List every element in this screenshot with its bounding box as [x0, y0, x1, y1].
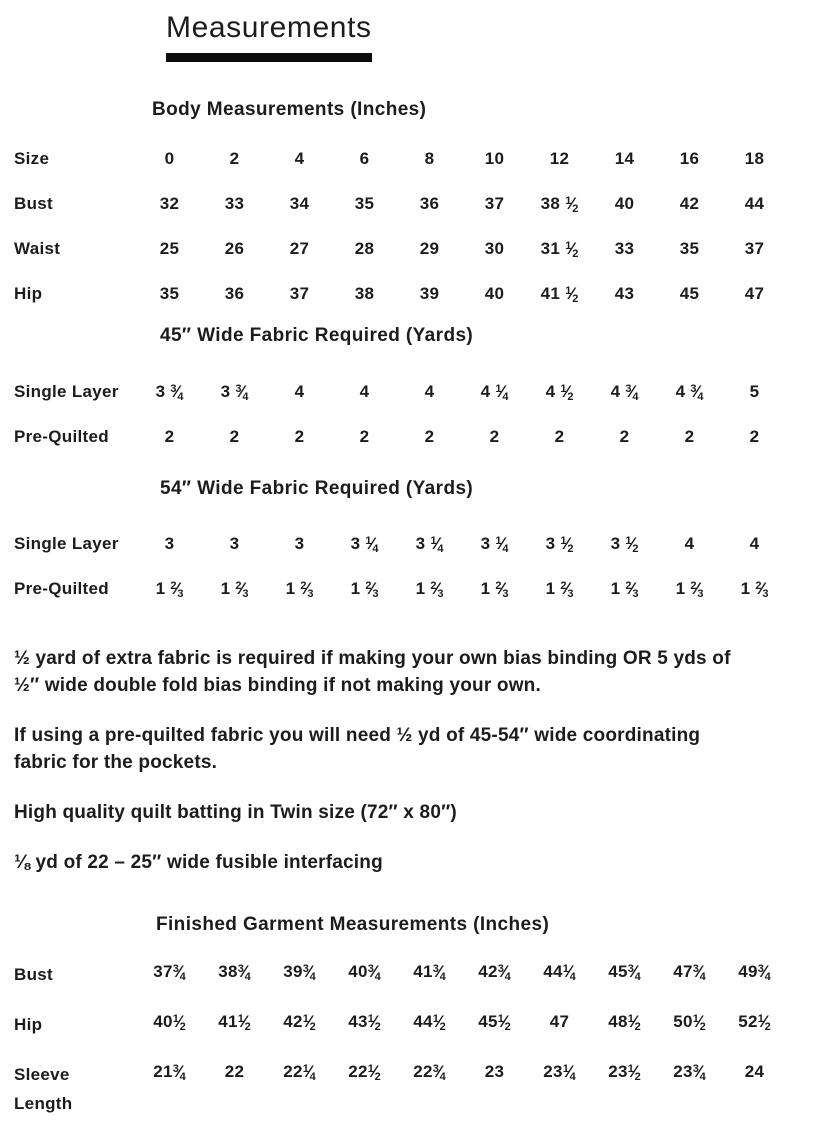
table-cell: 37	[289, 284, 310, 303]
table-cell: 2	[554, 427, 565, 446]
table-cell: 4 $^3⁄_4$	[610, 382, 639, 403]
table-cell: 4	[749, 534, 760, 553]
table-cell: 24	[744, 1062, 765, 1081]
section-heading-fabric-54: 54″ Wide Fabric Required (Yards)	[160, 478, 474, 499]
table-cell: 6	[359, 149, 370, 168]
table-cell: $23^3⁄_4$	[673, 1062, 706, 1083]
table-cell: 36	[224, 284, 245, 303]
table-cell: 4	[294, 382, 305, 401]
body-measurements-rows	[0, 147, 836, 306]
table-cell: 1 $^2⁄_3$	[545, 579, 574, 600]
table-cell: 1 $^2⁄_3$	[740, 579, 769, 600]
fabric-45-rows	[0, 380, 836, 449]
table-cell: 1 $^2⁄_3$	[285, 579, 314, 600]
table-cell: 1 $^2⁄_3$	[220, 579, 249, 600]
table-row	[0, 960, 836, 989]
table-cell: $44^1⁄_2$	[413, 1012, 446, 1033]
table-cell: 3 $^1⁄_2$	[545, 534, 574, 555]
table-cell: $39^3⁄_4$	[283, 962, 316, 983]
table-cell: $49^3⁄_4$	[738, 962, 771, 983]
finished-garment-rows	[0, 960, 836, 1118]
table-cell: 35	[679, 239, 700, 258]
notes	[14, 645, 752, 876]
table-cell: $50^1⁄_2$	[673, 1012, 706, 1033]
table-cell: 2	[619, 427, 630, 446]
table-cell: 2	[684, 427, 695, 446]
table-cell: $23^1⁄_2$	[608, 1062, 641, 1083]
table-cell: $37^3⁄_4$	[153, 962, 186, 983]
table-cell: 3	[164, 534, 175, 553]
table-cell: $21^3⁄_4$	[153, 1062, 186, 1083]
table-cell: 3	[294, 534, 305, 553]
table-row	[0, 1010, 836, 1039]
table-row	[0, 237, 836, 261]
note-bias-binding: ½ yard of extra fabric is required if making your own bias binding OR 5 yds of ½″ wide double fold bias binding if not making your own.	[14, 648, 731, 696]
table-cell: 4	[424, 382, 435, 401]
table-cell: 3 $^1⁄_4$	[415, 534, 444, 555]
table-cell: 10	[484, 149, 505, 168]
table-row	[0, 532, 836, 556]
row-label: Pre-Quilted	[14, 579, 109, 598]
table-cell: 47	[744, 284, 765, 303]
table-cell: 4	[359, 382, 370, 401]
row-label: Hip	[14, 284, 43, 303]
table-cell: 38	[354, 284, 375, 303]
table-cell: 12	[549, 149, 570, 168]
table-cell: 3	[229, 534, 240, 553]
table-cell: $22^1⁄_2$	[348, 1062, 381, 1083]
section-body-measurements	[0, 62, 836, 306]
table-cell: 2	[359, 427, 370, 446]
table-cell: 1 $^2⁄_3$	[675, 579, 704, 600]
table-cell: 1 $^2⁄_3$	[350, 579, 379, 600]
table-cell: $41^3⁄_4$	[413, 962, 446, 983]
table-cell: $47^3⁄_4$	[673, 962, 706, 983]
table-cell: $48^1⁄_2$	[608, 1012, 641, 1033]
table-cell: 39	[419, 284, 440, 303]
table-cell: 1 $^2⁄_3$	[480, 579, 509, 600]
row-label: Size	[14, 149, 50, 168]
row-label: Bust	[14, 194, 53, 213]
table-cell: 1 $^2⁄_3$	[415, 579, 444, 600]
table-cell: 44	[744, 194, 765, 213]
table-cell: 35	[159, 284, 180, 303]
section-heading-body-measurements: Body Measurements (Inches)	[152, 99, 427, 120]
row-label: Bust	[14, 965, 53, 984]
table-cell: 40	[614, 194, 635, 213]
section-fabric-45	[0, 306, 836, 449]
table-cell: 1 $^2⁄_3$	[155, 579, 184, 600]
table-cell: 2	[164, 427, 175, 446]
table-cell: 1 $^2⁄_3$	[610, 579, 639, 600]
table-row	[0, 577, 836, 601]
table-cell: 34	[289, 194, 310, 213]
table-cell: $45^1⁄_2$	[478, 1012, 511, 1033]
table-row	[0, 192, 836, 216]
table-cell: $40^3⁄_4$	[348, 962, 381, 983]
table-cell: 30	[484, 239, 505, 258]
table-row	[0, 1060, 836, 1118]
row-label: Hip	[14, 1015, 43, 1034]
table-cell: 2	[424, 427, 435, 446]
section-fabric-54	[0, 449, 836, 601]
section-heading-fabric-45: 45″ Wide Fabric Required (Yards)	[160, 325, 474, 346]
table-cell: $43^1⁄_2$	[348, 1012, 381, 1033]
table-cell: 22	[224, 1062, 245, 1081]
table-cell: 37	[484, 194, 505, 213]
page-title	[166, 10, 836, 62]
table-cell: 3 $^1⁄_2$	[610, 534, 639, 555]
table-cell: 3 $^1⁄_4$	[350, 534, 379, 555]
table-cell: 5	[749, 382, 760, 401]
fabric-54-rows	[0, 532, 836, 601]
table-row	[0, 147, 836, 171]
table-cell: 4 $^1⁄_2$	[545, 382, 574, 403]
table-cell: 33	[224, 194, 245, 213]
note-quilt-batting: High quality quilt batting in Twin size (72″ x 80″)	[14, 802, 457, 823]
table-cell: 25	[159, 239, 180, 258]
note-pre-quilted-pockets: If using a pre-quilted fabric you will need ½ yd of 45-54″ wide coordinating fabric for the pockets.	[14, 725, 701, 773]
table-cell: 8	[424, 149, 435, 168]
table-cell: 35	[354, 194, 375, 213]
table-cell: 26	[224, 239, 245, 258]
table-cell: 38 $^1⁄_2$	[540, 194, 579, 215]
table-cell: 2	[229, 149, 240, 168]
table-cell: $45^3⁄_4$	[608, 962, 641, 983]
table-cell: $42^3⁄_4$	[478, 962, 511, 983]
table-cell: $22^1⁄_4$	[283, 1062, 316, 1083]
table-cell: 23	[484, 1062, 505, 1081]
table-cell: 4	[294, 149, 305, 168]
row-label: Pre-Quilted	[14, 427, 109, 446]
table-cell: 29	[419, 239, 440, 258]
table-cell: 2	[489, 427, 500, 446]
table-cell: $23^1⁄_4$	[543, 1062, 576, 1083]
table-cell: 41 $^1⁄_2$	[540, 284, 579, 305]
table-cell: $42^1⁄_2$	[283, 1012, 316, 1033]
row-label: Single Layer	[14, 382, 119, 401]
table-cell: 32	[159, 194, 180, 213]
table-cell: 36	[419, 194, 440, 213]
table-cell: $40^1⁄_2$	[153, 1012, 186, 1033]
table-cell: 37	[744, 239, 765, 258]
table-cell: 3 $^3⁄_4$	[155, 382, 184, 403]
table-cell: 2	[749, 427, 760, 446]
table-cell: 3 $^1⁄_4$	[480, 534, 509, 555]
table-cell: 2	[294, 427, 305, 446]
table-cell: 42	[679, 194, 700, 213]
table-cell: 45	[679, 284, 700, 303]
table-cell: $22^3⁄_4$	[413, 1062, 446, 1083]
table-row	[0, 282, 836, 306]
table-cell: 47	[549, 1012, 570, 1031]
table-cell: 0	[164, 149, 175, 168]
table-cell: 16	[679, 149, 700, 168]
table-cell: 28	[354, 239, 375, 258]
table-cell: $52^1⁄_2$	[738, 1012, 771, 1033]
note-fusible-interfacing: ⅛ yd of 22 – 25″ wide fusible interfacing	[14, 852, 383, 873]
row-label: Sleeve Length	[14, 1065, 73, 1113]
table-row	[0, 380, 836, 404]
table-cell: 27	[289, 239, 310, 258]
table-cell: 4 $^3⁄_4$	[675, 382, 704, 403]
table-cell: 33	[614, 239, 635, 258]
table-row	[0, 425, 836, 449]
table-cell: 3 $^3⁄_4$	[220, 382, 249, 403]
row-label: Single Layer	[14, 534, 119, 553]
section-heading-finished-garment: Finished Garment Measurements (Inches)	[156, 914, 550, 935]
table-cell: 43	[614, 284, 635, 303]
table-cell: 18	[744, 149, 765, 168]
table-cell: 4 $^1⁄_4$	[480, 382, 509, 403]
table-cell: 4	[684, 534, 695, 553]
table-cell: 2	[229, 427, 240, 446]
row-label: Waist	[14, 239, 61, 258]
table-cell: $41^1⁄_2$	[218, 1012, 251, 1033]
section-finished-garment	[0, 876, 836, 1118]
table-cell: 40	[484, 284, 505, 303]
table-cell: 31 $^1⁄_2$	[540, 239, 579, 260]
table-cell: 14	[614, 149, 635, 168]
table-cell: $38^3⁄_4$	[218, 962, 251, 983]
table-cell: $44^1⁄_4$	[543, 962, 576, 983]
page-title-text: Measurements	[166, 10, 372, 62]
